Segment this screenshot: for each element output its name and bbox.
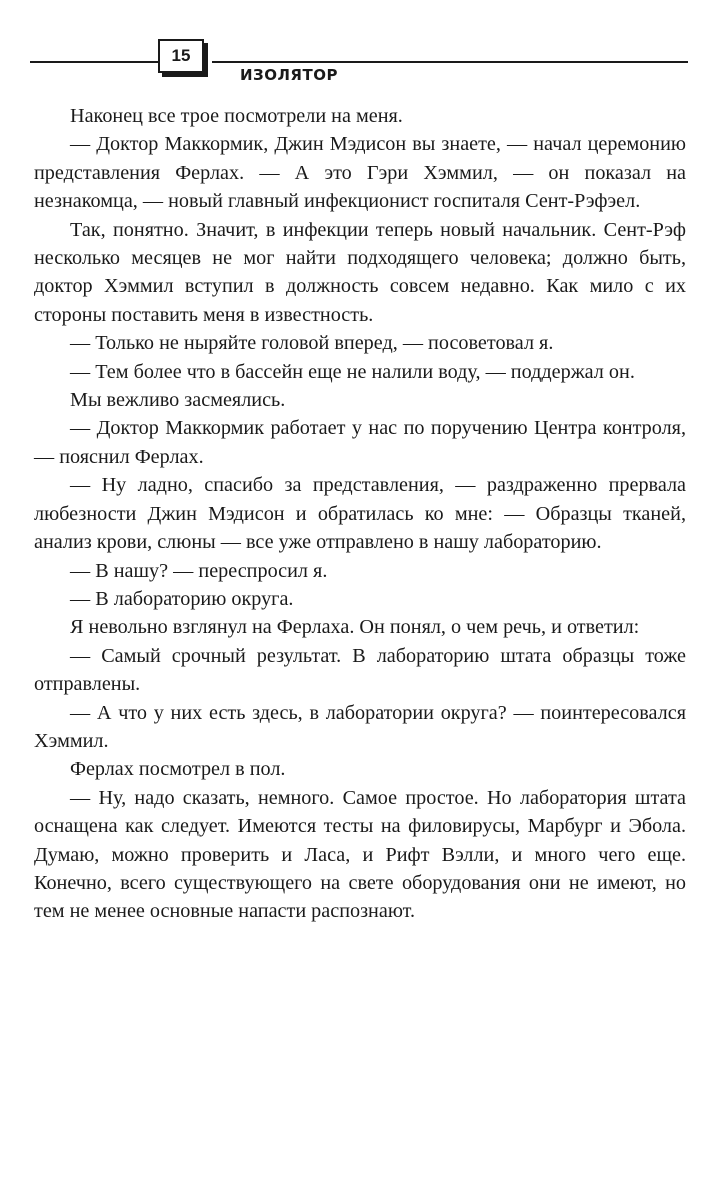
paragraph: — Только не ныряйте головой вперед, — посоветовал я. [70, 332, 554, 355]
header-rule-right [212, 61, 688, 63]
paragraph: — Ну, надо сказать, немного. Самое простое. Но лаборатория штата оснащена как следует. Имеются тесты на филовирусы, Марбург и Эбола. Думаю, можно проверить и Ласа, и Рифт Вэлли, и много чего еще. Конечно, всего существующего на свете оборудования они не имеют, но тем не менее основные напасти распознают. [34, 786, 686, 923]
paragraph: — Самый срочный результат. В лабораторию штата образцы тоже отправлены. [34, 644, 686, 696]
paragraph: — В нашу? — переспросил я. [70, 559, 328, 582]
paragraph: — Тем более что в бассейн еще не налили воду, — поддержал он. [70, 360, 635, 383]
paragraph: — Доктор Маккормик работает у нас по поручению Центра контроля, — пояснил Ферлах. [34, 417, 686, 468]
paragraph: — В лабораторию округа. [70, 587, 294, 610]
header-rule-left [30, 61, 158, 63]
paragraph: Ферлах посмотрел в пол. [70, 758, 286, 781]
running-title: ИЗОЛЯТОР [240, 66, 338, 84]
paragraph: — Ну ладно, спасибо за представления, — раздраженно прервала любезности Джин Мэдисон и обратилась ко мне: — Образцы тканей, анализ крови, слюны — все уже отправлено в нашу лабораторию. [34, 474, 686, 554]
paragraph: — Доктор Маккормик, Джин Мэдисон вы знаете, — начал церемонию представления Ферлах. — А это Гэри Хэммил, — он показал на незнакомца, — новый главный инфекционист госпиталя Сент-Рэфэел. [34, 133, 686, 213]
paragraph: — А что у них есть здесь, в лаборатории округа? — поинтересовался Хэммил. [34, 701, 686, 752]
paragraph: Наконец все трое посмотрели на меня. [70, 105, 403, 127]
paragraph: Я невольно взглянул на Ферлаха. Он понял, о чем речь, и ответил: [70, 616, 640, 639]
paragraph: Так, понятно. Значит, в инфекции теперь новый начальник. Сент-Рэф несколько месяцев не мог найти подходящего человека; должно быть, доктор Хэммил вступил в должность совсем недавно. Как мило с их стороны поставить меня в известность. [34, 218, 686, 326]
page-number: 15 [158, 39, 204, 73]
paragraph: Мы вежливо засмеялись. [70, 389, 286, 412]
body-text [34, 102, 686, 926]
